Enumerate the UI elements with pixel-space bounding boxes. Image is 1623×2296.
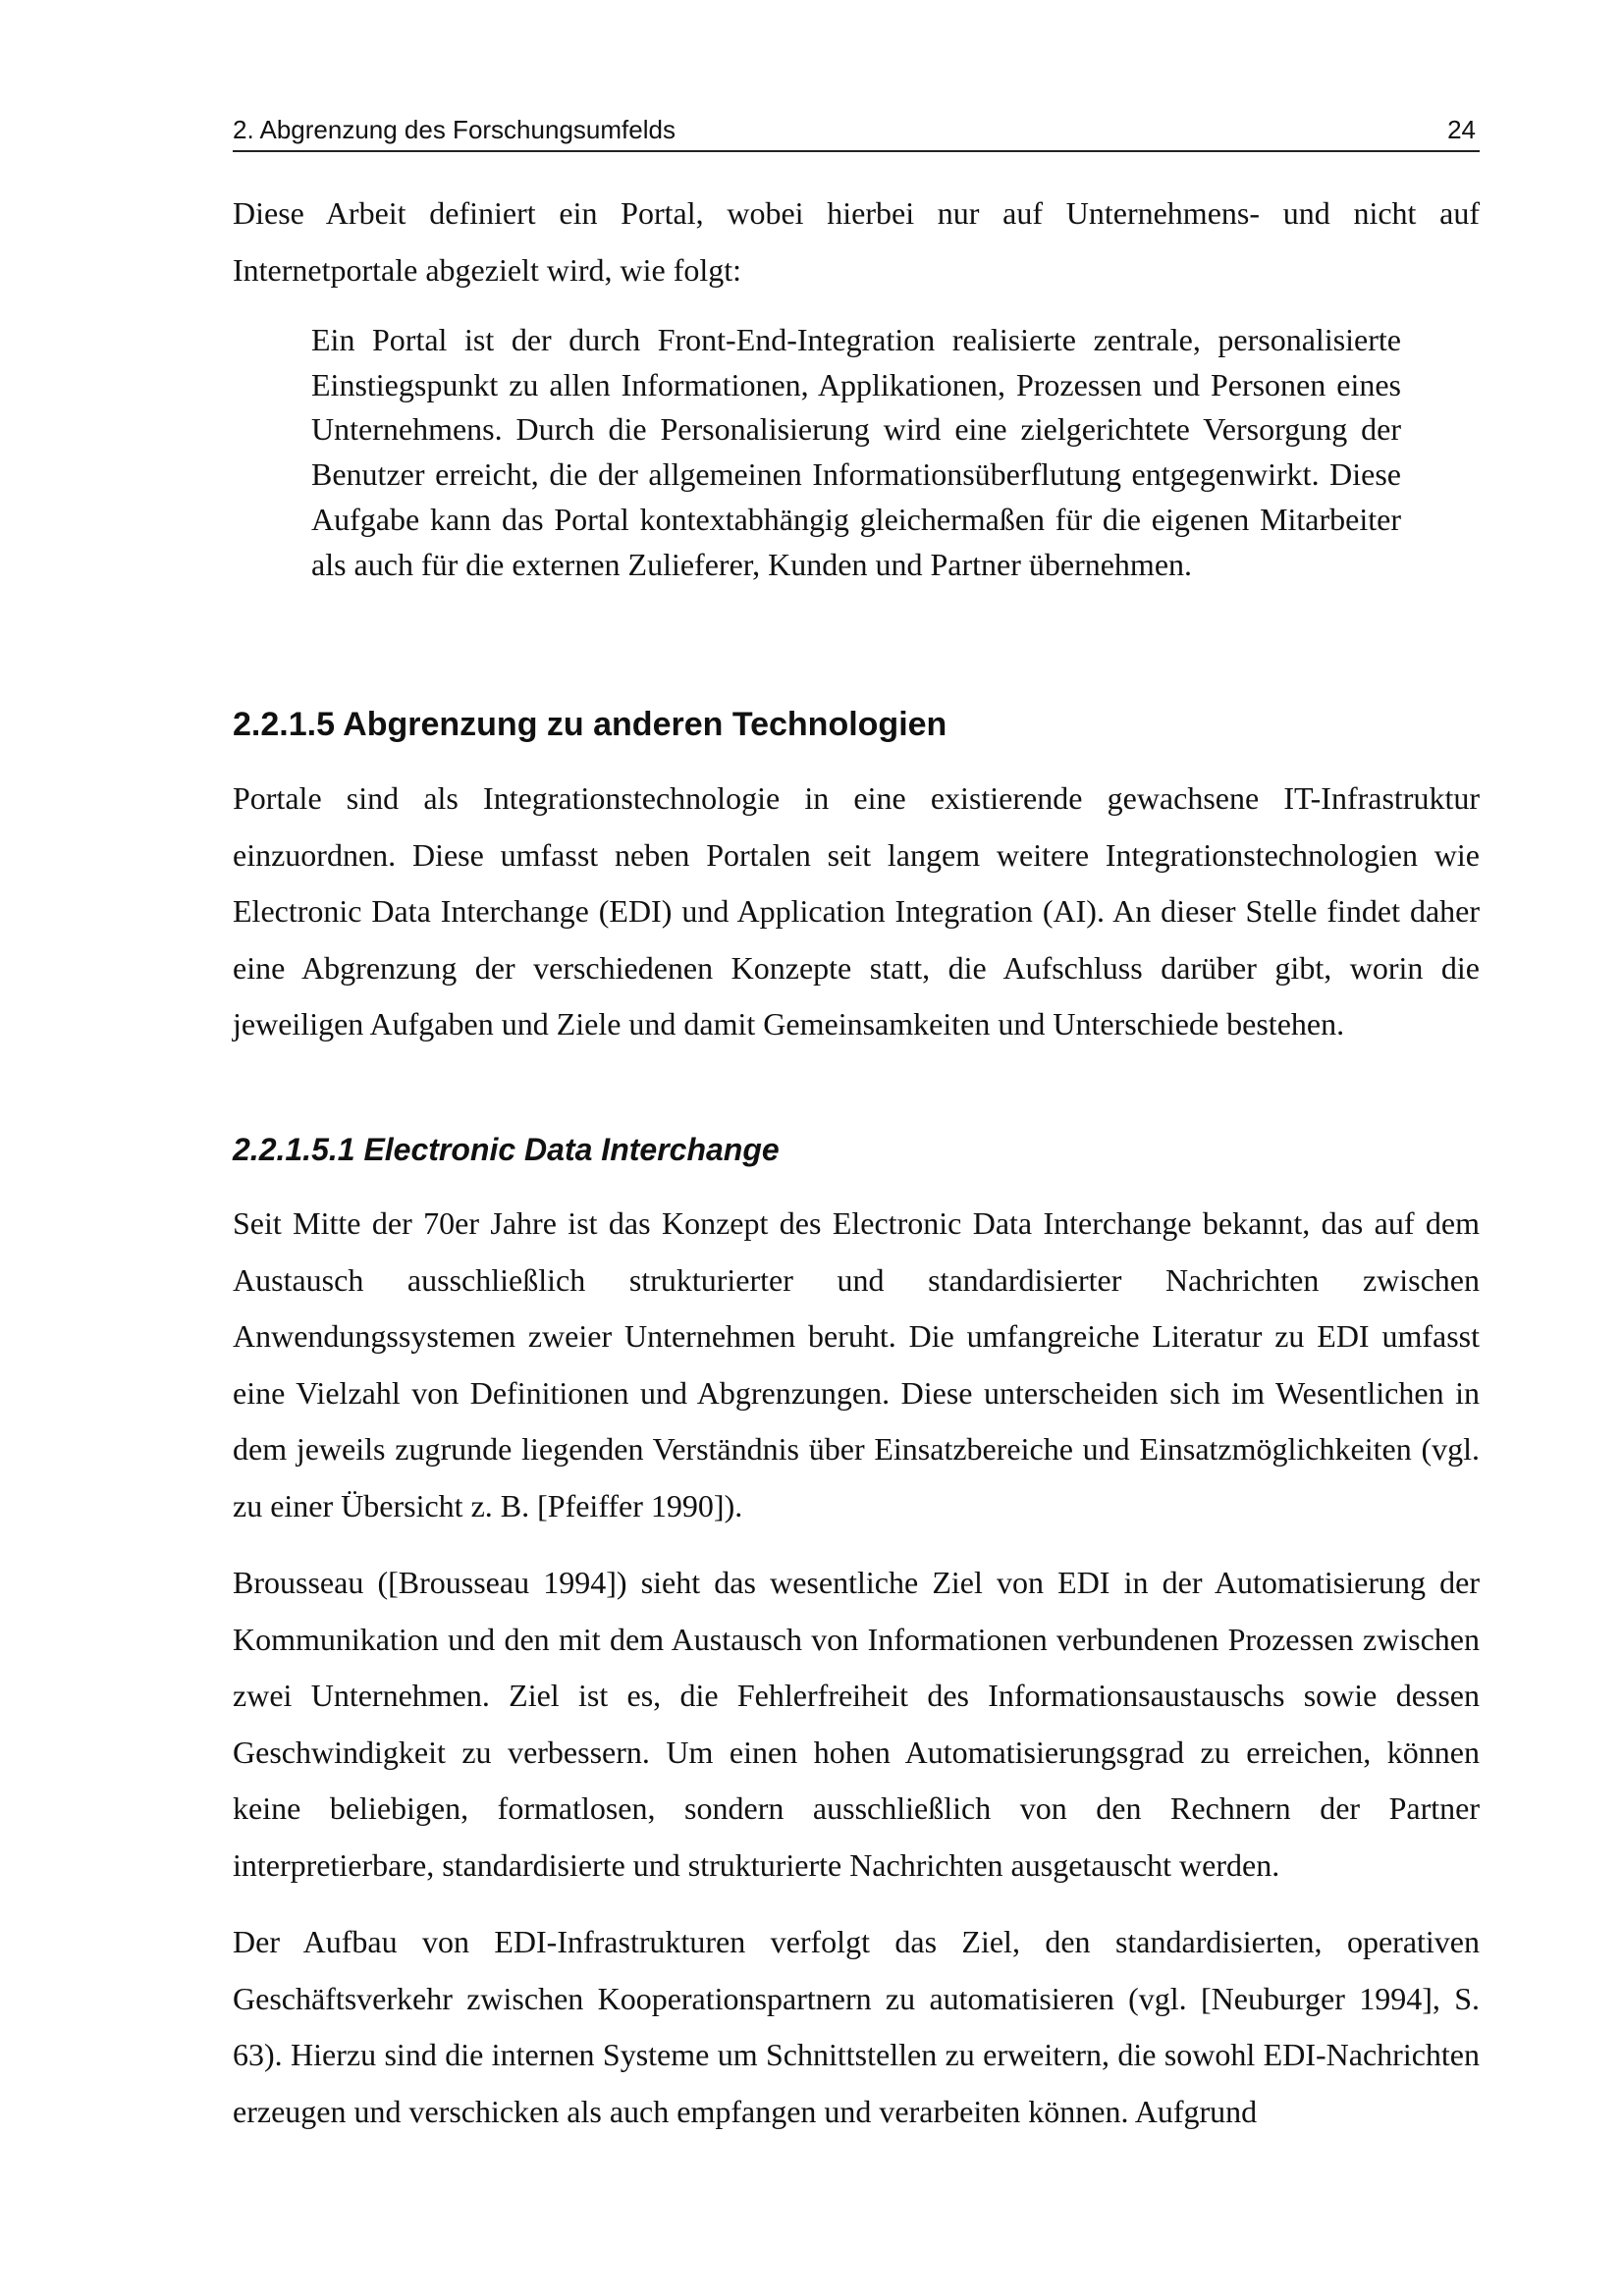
running-header (233, 111, 1480, 152)
edi-paragraph-3: Der Aufbau von EDI-Infrastrukturen verfolgt das Ziel, den standardisierten, operativen Geschäftsverkehr zwischen Kooperationspartnern zu automatisieren (vgl. [Neuburger 1994], S. 63). Hierzu sind die internen Systeme um Schnittstellen zu erweitern, die sowohl EDI-Nachrichten erzeugen und verschicken als auch empfangen und verarbeiten können. Aufgrund (233, 1924, 1480, 2129)
section-2215-paragraph: Portale sind als Integrationstechnologie in eine existierende gewachsene IT-Infrastruktur einzuordnen. Diese umfasst neben Portalen seit langem weitere Integrationstechnologien wie Electronic Data Interchange (EDI) und Application Integration (AI). An dieser Stelle findet daher eine Abgrenzung der verschiedenen Konzepte statt, die Aufschluss darüber gibt, worin die jeweiligen Aufgaben und Ziele und damit Gemeinsamkeiten und Unterschiede bestehen. (233, 780, 1480, 1041)
page-number: 24 (1447, 115, 1476, 144)
definition-quote: Ein Portal ist der durch Front-End-Integration realisierte zentrale, personalisierte Einstiegspunkt zu allen Informationen, Applikationen, Prozessen und Personen eines Unternehmens. Durch die Personalisierung wird eine zielgerichtete Versorgung der Benutzer erreicht, die der allgemeinen Informationsüberflutung entgegenwirkt. Diese Aufgabe kann das Portal kontextabhängig gleichermaßen für die eigenen Mitarbeiter als auch für die externen Zulieferer, Kunden und Partner übernehmen. (311, 322, 1401, 582)
section-heading-2215: 2.2.1.5 Abgrenzung zu anderen Technologien (233, 706, 947, 743)
edi-paragraph-1: Seit Mitte der 70er Jahre ist das Konzept des Electronic Data Interchange bekannt, das auf dem Austausch ausschließlich strukturierter und standardisierter Nachrichten zwischen Anwendungssystemen zweier Unternehmen beruht. Die umfangreiche Literatur zu EDI umfasst eine Vielzahl von Definitionen und Abgrenzungen. Diese unterscheiden sich im Wesentlichen in dem jeweils zugrunde liegenden Verständnis über Einsatzbereiche und Einsatzmöglichkeiten (vgl. zu einer Übersicht z. B. [Pfeiffer 1990]). (233, 1205, 1480, 1523)
document-page (233, 0, 1480, 2296)
header-title: 2. Abgrenzung des Forschungsumfelds (233, 115, 676, 144)
intro-paragraph: Diese Arbeit definiert ein Portal, wobei hierbei nur auf Unternehmens- und nicht auf Internetportale abgezielt wird, wie folgt: (233, 195, 1480, 288)
edi-paragraph-2: Brousseau ([Brousseau 1994]) sieht das wesentliche Ziel von EDI in der Automatisierung der Kommunikation und den mit dem Austausch von Informationen verbundenen Prozessen zwischen zwei Unternehmen. Ziel ist es, die Fehlerfreiheit des Informationsaustauschs sowie dessen Geschwindigkeit zu verbessern. Um einen hohen Automatisierungsgrad zu erreichen, können keine beliebigen, formatlosen, sondern ausschließlich von den Rechnern der Partner interpretierbare, standardisierte und strukturierte Nachrichten ausgetauscht werden. (233, 1565, 1480, 1883)
section-heading-22151: 2.2.1.5.1 Electronic Data Interchange (233, 1132, 780, 1167)
